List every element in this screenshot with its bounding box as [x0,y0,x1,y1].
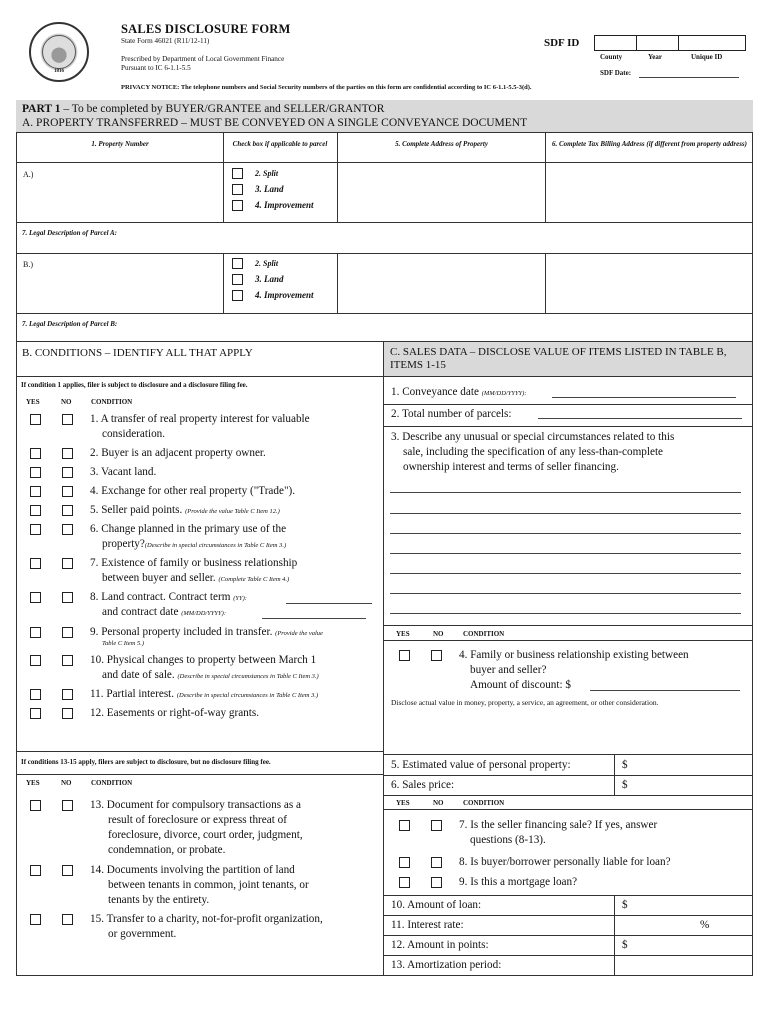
privacy-notice: PRIVACY NOTICE: The telephone numbers and Social Security numbers of the parties on this form are confidential according to IC 6-1.1-5.5-3(d). [121,84,532,91]
no-header-2: NO [61,779,72,787]
row-divider [16,751,384,752]
cond7-text: 7. Existence of family or business relationship [90,557,298,569]
col-property-number: 1. Property Number [91,140,149,148]
c-item4-line3: Amount of discount: $ [470,679,571,691]
cond9-small-cont: Table C Item 5.) [102,640,145,647]
c-condition-header: CONDITION [463,630,505,638]
cond8-yes-checkbox[interactable] [30,592,41,603]
col-divider-1 [223,133,224,223]
row-divider [384,935,753,936]
c-item3-line2: sale, including the specification of any less-than-complete [403,446,664,458]
legal-description-b: 7. Legal Description of Parcel B: [22,320,118,328]
parcel-b-land-checkbox[interactable] [232,274,243,285]
cond13-no-checkbox[interactable] [62,800,73,811]
sdf-date-line[interactable] [639,77,739,78]
disclose-note: Disclose actual value in money, property, a service, an agreement, or other consideration. [391,698,659,707]
part1-label: PART 1 [22,103,61,115]
c-item9: 9. Is this a mortgage loan? [459,876,578,888]
parcel-a-land-checkbox[interactable] [232,184,243,195]
cond12-yes-checkbox[interactable] [30,708,41,719]
cond1-yes-checkbox[interactable] [30,414,41,425]
legal-description-a: 7. Legal Description of Parcel A: [22,229,118,237]
c-item7-line2: questions (8-13). [470,834,546,846]
row-divider [16,774,384,775]
cond3-yes-checkbox[interactable] [30,467,41,478]
col-divider-3 [545,133,546,223]
sdf-year-label: Year [648,53,662,61]
sdf-county-box[interactable] [594,35,637,51]
contract-date-line[interactable] [262,618,366,619]
cond6-no-checkbox[interactable] [62,524,73,535]
cond1-cont: consideration. [102,428,166,440]
condition-header-2: CONDITION [91,779,133,787]
c9-yes-checkbox[interactable] [399,877,410,888]
conveyance-date-line[interactable] [552,397,736,398]
cond8-text: 8. Land contract. Contract term (YY): [90,591,247,603]
c-item10: 10. Amount of loan: [391,899,482,911]
c-item11-percent: % [700,919,710,931]
cond6-cont: property?(Describe in special circumstances in Table C Item 3.) [102,538,287,550]
cond9-text: 9. Personal property included in transfer. (Provide the value [90,626,323,638]
cond6-yes-checkbox[interactable] [30,524,41,535]
sdf-unique-id-label: Unique ID [691,53,723,61]
cond3-no-checkbox[interactable] [62,467,73,478]
cond13-line1: 13. Document for compulsory transactions as a [90,799,301,811]
part1-title: – To be completed by BUYER/GRANTEE and SELLER/GRANTOR [60,103,385,115]
row-divider [384,404,753,405]
prescribed-by: Prescribed by Department of Local Government Finance [121,55,285,63]
sdf-unique-id-box[interactable] [678,35,746,51]
cond14-no-checkbox[interactable] [62,865,73,876]
c7-no-checkbox[interactable] [431,820,442,831]
yes-header-2: YES [26,779,40,787]
cond13-line3: foreclosure, divorce, court order, judgment, [108,829,303,841]
cond9-yes-checkbox[interactable] [30,627,41,638]
parcel-a-split-checkbox[interactable] [232,168,243,179]
condition-header: CONDITION [91,398,133,406]
cond14-line3: tenants by the entirety. [108,894,210,906]
row-divider [384,754,753,755]
sdf-year-box[interactable] [636,35,679,51]
row-divider [384,795,753,796]
cond14-line1: 14. Documents involving the partition of land [90,864,295,876]
cond9-no-checkbox[interactable] [62,627,73,638]
c-item5: 5. Estimated value of personal property: [391,759,571,771]
c-item12-dollar: $ [622,939,628,951]
cond15-yes-checkbox[interactable] [30,914,41,925]
cond4-text: 4. Exchange for other real property ("Trade"). [90,485,296,497]
c-item12: 12. Amount in points: [391,939,489,951]
c-condition-header-2: CONDITION [463,799,505,807]
circumstances-line-6[interactable] [390,593,741,594]
col-check-box: Check box if applicable to parcel [232,140,328,148]
c-item13: 13. Amortization period: [391,959,502,971]
c-item1: 1. Conveyance date (MM/DD/YYYY): [391,386,527,398]
row-divider [384,625,753,626]
c-item6: 6. Sales price: [391,779,455,791]
cond15-line2: or government. [108,928,177,940]
state-seal [29,22,89,82]
cond11-no-checkbox[interactable] [62,689,73,700]
cond5-text: 5. Seller paid points. (Provide the value Table C Item 12.) [90,504,280,516]
cond15-no-checkbox[interactable] [62,914,73,925]
section-c-title: C. SALES DATA – DISCLOSE VALUE OF ITEMS LISTED IN TABLE B, ITEMS 1-15 [390,346,727,371]
cond7-cont: between buyer and seller. (Complete Table C Item 4.) [102,572,290,584]
sdf-date-label: SDF Date: [600,69,632,77]
seal-year: 1816 [54,69,64,74]
col-address: 5. Complete Address of Property [395,140,488,148]
parcel-a-split-label: 2. Split [255,169,279,178]
parcel-b-label: B.) [23,260,33,269]
c-yes-header: YES [396,630,410,638]
cond14-yes-checkbox[interactable] [30,865,41,876]
parcel-b-split-label: 2. Split [255,259,279,268]
row-divider [16,376,753,377]
sdf-id-label: SDF ID [544,37,580,49]
cond2-text: 2. Buyer is an adjacent property owner. [90,447,266,459]
c-item8: 8. Is buyer/borrower personally liable for loan? [459,856,671,868]
cond13-line2: result of foreclosure or express threat of [108,814,287,826]
cond6-text: 6. Change planned in the primary use of the [90,523,287,535]
cond5-yes-checkbox[interactable] [30,505,41,516]
row-divider [16,162,753,163]
c-item4-line2: buyer and seller? [470,664,547,676]
cond11-yes-checkbox[interactable] [30,689,41,700]
c-item3-line3: ownership interest and terms of seller financing. [403,461,619,473]
col-tax-billing: 6. Complete Tax Billing Address (if different from property address) [552,140,747,148]
row-divider [384,426,753,427]
section-b-title: B. CONDITIONS – IDENTIFY ALL THAT APPLY [22,347,253,359]
c-no-header-2: NO [433,799,444,807]
section-a-title: A. PROPERTY TRANSFERRED – MUST BE CONVEYED ON A SINGLE CONVEYANCE DOCUMENT [22,117,528,129]
form-number: State Form 46021 (R11/12-11) [121,37,210,45]
row-divider [384,809,753,810]
cond7-no-checkbox[interactable] [62,558,73,569]
c-item6-dollar: $ [622,779,628,791]
circumstances-line-7[interactable] [390,613,741,614]
discount-amount-line[interactable] [590,690,740,691]
condition1-note: If condition 1 applies, filer is subject to disclosure and a disclosure filing fee. [21,381,248,389]
parcel-b-improvement-label: 4. Improvement [255,290,314,300]
circumstances-line-3[interactable] [390,533,741,534]
row-divider [384,640,753,641]
c-item3-line1: 3. Describe any unusual or special circumstances related to this [391,431,675,443]
pursuant-to: Pursuant to IC 6-1.1-5.5 [121,64,191,72]
c8-yes-checkbox[interactable] [399,857,410,868]
row-divider [16,253,753,254]
cond8-no-checkbox[interactable] [62,592,73,603]
cond2-yes-checkbox[interactable] [30,448,41,459]
cond10-no-checkbox[interactable] [62,655,73,666]
cond14-line2: between tenants in common, joint tenants, or [108,879,309,891]
parcel-b-land-label: 3. Land [255,274,284,284]
cond1-no-checkbox[interactable] [62,414,73,425]
c-item2: 2. Total number of parcels: [391,408,512,420]
row-divider [384,775,753,776]
cond12-text: 12. Easements or right-of-way grants. [90,707,260,719]
seal-emblem-icon [42,35,76,69]
sdf-county-label: County [600,53,623,61]
yes-header: YES [26,398,40,406]
parcel-a-land-label: 3. Land [255,184,284,194]
c4-no-checkbox[interactable] [431,650,442,661]
cond3-text: 3. Vacant land. [90,466,157,478]
cond2-no-checkbox[interactable] [62,448,73,459]
row-divider [16,222,753,223]
c4-yes-checkbox[interactable] [399,650,410,661]
part1-header [16,100,753,133]
row-divider [384,895,753,896]
c-item5-dollar: $ [622,759,628,771]
row-divider [384,955,753,956]
circumstances-line-2[interactable] [390,513,741,514]
parcel-a-improvement-checkbox[interactable] [232,200,243,211]
parcels-count-line[interactable] [538,418,742,419]
c-item11: 11. Interest rate: [391,919,464,931]
parcel-a-label: A.) [23,170,34,179]
no-header: NO [61,398,72,406]
contract-term-line[interactable] [286,603,372,604]
c-item4-line1: 4. Family or business relationship existing between [459,649,689,661]
row-divider [384,915,753,916]
cond10-text: 10. Physical changes to property between March 1 [90,654,317,666]
b-c-divider [383,341,384,976]
cond15-line1: 15. Transfer to a charity, not-for-profit organization, [90,913,323,925]
col-divider-1b [223,253,224,313]
parcel-a-improvement-label: 4. Improvement [255,200,314,210]
col-divider-3b [545,253,546,313]
cond8-cont: and contract date (MM/DD/YYYY): [102,606,226,618]
cond11-text: 11. Partial interest. (Describe in special circumstances in Table C Item 3.) [90,688,319,700]
circumstances-line-4[interactable] [390,553,741,554]
cond4-yes-checkbox[interactable] [30,486,41,497]
c-no-header: NO [433,630,444,638]
cond12-no-checkbox[interactable] [62,708,73,719]
circumstances-line-1[interactable] [390,492,741,493]
c-item7-line1: 7. Is the seller financing sale? If yes, answer [459,819,658,831]
cond13-line4: condemnation, or probate. [108,844,226,856]
parcel-b-improvement-checkbox[interactable] [232,290,243,301]
c8-no-checkbox[interactable] [431,857,442,868]
cond4-no-checkbox[interactable] [62,486,73,497]
parcel-b-split-checkbox[interactable] [232,258,243,269]
row-divider [16,313,753,314]
c9-no-checkbox[interactable] [431,877,442,888]
circumstances-line-5[interactable] [390,573,741,574]
cond13-yes-checkbox[interactable] [30,800,41,811]
cond7-yes-checkbox[interactable] [30,558,41,569]
c-item10-dollar: $ [622,899,628,911]
cond1-text: 1. A transfer of real property interest for valuable [90,413,310,425]
cond10-yes-checkbox[interactable] [30,655,41,666]
condition13-note: If conditions 13-15 apply, filers are subject to disclosure, but no disclosure filing fee. [21,758,271,766]
c7-yes-checkbox[interactable] [399,820,410,831]
cond5-no-checkbox[interactable] [62,505,73,516]
col-divider-2b [337,253,338,313]
cond10-cont: and date of sale. (Describe in special circumstances in Table C Item 3.) [102,669,319,681]
form-title: SALES DISCLOSURE FORM [121,22,291,36]
c-yes-header-2: YES [396,799,410,807]
